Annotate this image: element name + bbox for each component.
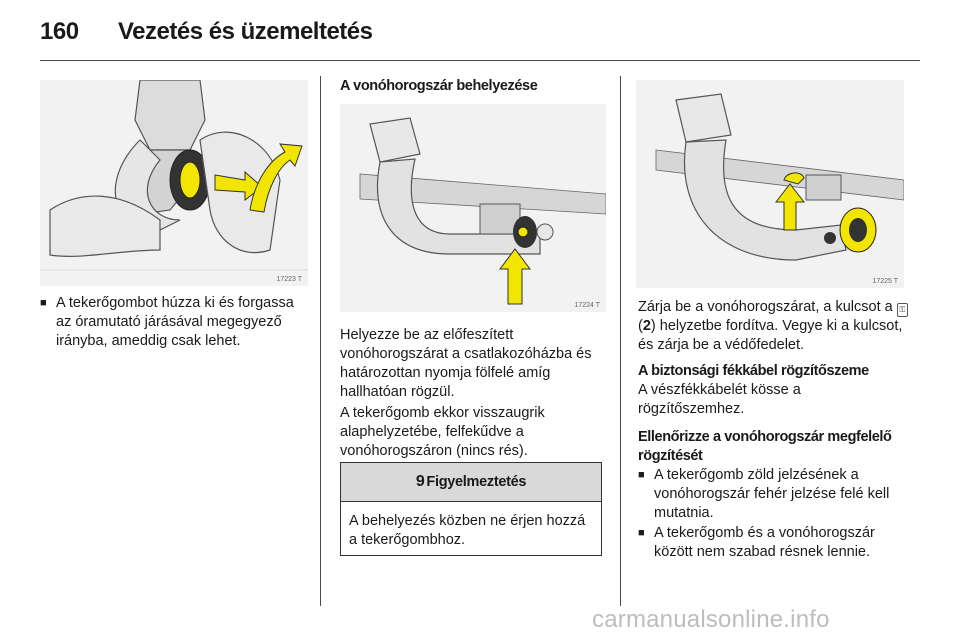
check-bullet: ■ A tekerőgomb és a vonóhorogszár között nem szabad résnek lennie. — [638, 525, 875, 560]
bullet-square-icon: ■ — [638, 527, 645, 539]
header-divider — [40, 60, 920, 61]
figure-towbar-locked — [636, 80, 904, 288]
paragraph: A vészfékkábelét kösse a rögzítőszemhez. — [638, 382, 801, 417]
column-divider-1 — [320, 76, 321, 606]
towbar-locked-illustration — [636, 80, 904, 288]
page-title: Vezetés és üzemeltetés — [118, 18, 373, 45]
section-heading: A vonóhorogszár behelyezése — [340, 78, 538, 94]
watermark: carmanualsonline.info — [592, 606, 830, 633]
figure-insert-towbar — [340, 104, 606, 312]
paragraph: Helyezze be az előfeszített vonóhorogszárat a csatlakozóházba és határozottan nyomja fölfelé amíg hallhatóan rögzül. — [340, 327, 592, 400]
bullet-square-icon: ■ — [40, 297, 47, 309]
check-bullet: ■ A tekerőgomb zöld jelzésének a vonóhorogszár fehér jelzése felé kell mutatnia. — [638, 467, 890, 521]
figure-code: 17224 T — [574, 302, 600, 309]
figure-code: 17223 T — [276, 276, 302, 283]
insert-towbar-illustration — [340, 104, 606, 312]
warning-box — [340, 462, 602, 556]
subheading: A biztonsági fékkábel rögzítőszeme — [638, 363, 869, 379]
subheading: Ellenőrizze a vonóhorogszár megfelelő rögzítését — [638, 429, 892, 464]
bullet-square-icon: ■ — [638, 469, 645, 481]
knob-pull-illustration — [40, 80, 308, 286]
page-header — [40, 14, 920, 48]
paragraph: Zárja be a vonóhorogszárat, a kulcsot a ⚿ (2) helyzetbe fordítva. Vegye ki a kulcsot, és zárja be a védőfedelet. — [638, 298, 910, 355]
column-divider-2 — [620, 76, 621, 606]
warning-triangle-icon: 9 — [415, 473, 425, 490]
key-lock-icon: ⚿ — [897, 303, 908, 317]
paragraph: A tekerőgomb ekkor visszaugrik alaphelyzetébe, felfekűdve a vonóhorogszáron (nincs rés). — [340, 405, 545, 459]
warning-header — [341, 463, 601, 502]
warning-title: Figyelmeztetés — [426, 474, 527, 490]
bullet-text: A tekerőgombot húzza ki és forgassa az óramutató járásával megegyező irányba, ameddig csak lehet. — [56, 295, 294, 349]
figure-code: 17225 T — [872, 278, 898, 285]
warning-body: A behelyezés közben ne érjen hozzá a tekerőgombhoz. — [349, 513, 586, 548]
instruction-bullet — [40, 294, 310, 351]
figure-knob-pull — [40, 80, 308, 286]
page-number: 160 — [40, 18, 79, 45]
